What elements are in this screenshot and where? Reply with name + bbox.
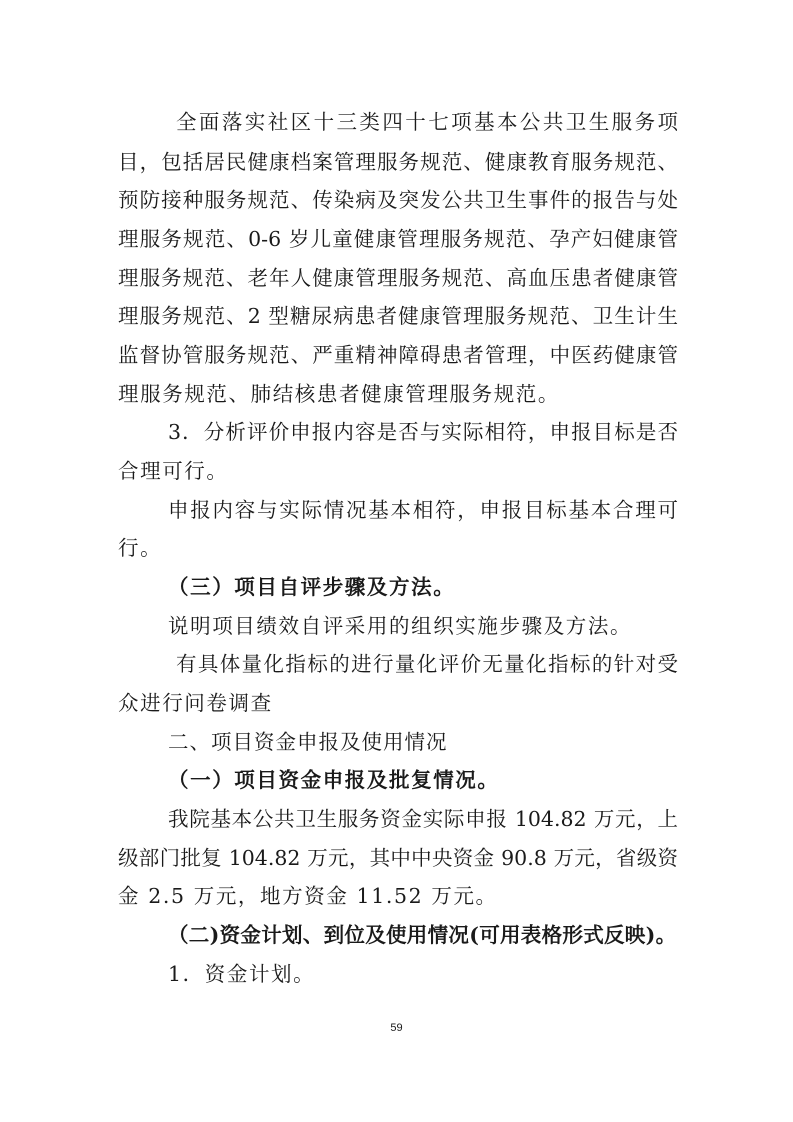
paragraph-line: 众进行问卷调查 [118,691,273,715]
paragraph-line: 理服务规范、老年人健康管理服务规范、高血压患者健康管 [118,266,678,290]
paragraph-line: 申报内容与实际情况基本相符，申报目标基本合理可 [168,498,678,522]
paragraph-line: 有具体量化指标的进行量化评价无量化指标的针对受 [176,652,678,676]
section-heading: （二)资金计划、到位及使用情况(可用表格形式反映)。 [168,923,677,947]
paragraph-line: 全面落实社区十三类四十七项基本公共卫生服务项 [176,110,678,134]
paragraph-line: 1．资金计划。 [168,962,316,986]
paragraph-line: 说明项目绩效自评采用的组织实施步骤及方法。 [168,614,633,638]
paragraph-line: 行。 [118,536,163,560]
paragraph-line: 级部门批复 104.82 万元，其中中央资金 90.8 万元，省级资 [118,846,678,870]
paragraph-line: 我院基本公共卫生服务资金实际申报 104.82 万元，上 [168,807,678,831]
paragraph-line: 3．分析评价申报内容是否与实际相符，申报目标是否 [168,420,678,444]
chapter-heading: 二、项目资金申报及使用情况 [168,730,448,754]
paragraph-line: 目，包括居民健康档案管理服务规范、健康教育服务规范、 [118,150,678,174]
section-heading: （三）项目自评步骤及方法。 [168,575,456,599]
page-number: 59 [390,1022,403,1034]
paragraph-line: 合理可行。 [118,459,229,483]
paragraph-line: 理服务规范、2 型糖尿病患者健康管理服务规范、卫生计生 [118,304,678,328]
paragraph-line: 监督协管服务规范、严重精神障碍患者管理，中医药健康管 [118,343,678,367]
paragraph-line: 金 2.5 万元，地方资金 11.52 万元。 [118,884,498,908]
paragraph-line: 理服务规范、0-6 岁儿童健康管理服务规范、孕产妇健康管 [118,227,678,251]
paragraph-line: 预防接种服务规范、传染病及突发公共卫生事件的报告与处 [118,188,678,212]
section-heading: （一）项目资金申报及批复情况。 [168,768,500,792]
paragraph-line: 理服务规范、肺结核患者健康管理服务规范。 [118,382,560,406]
